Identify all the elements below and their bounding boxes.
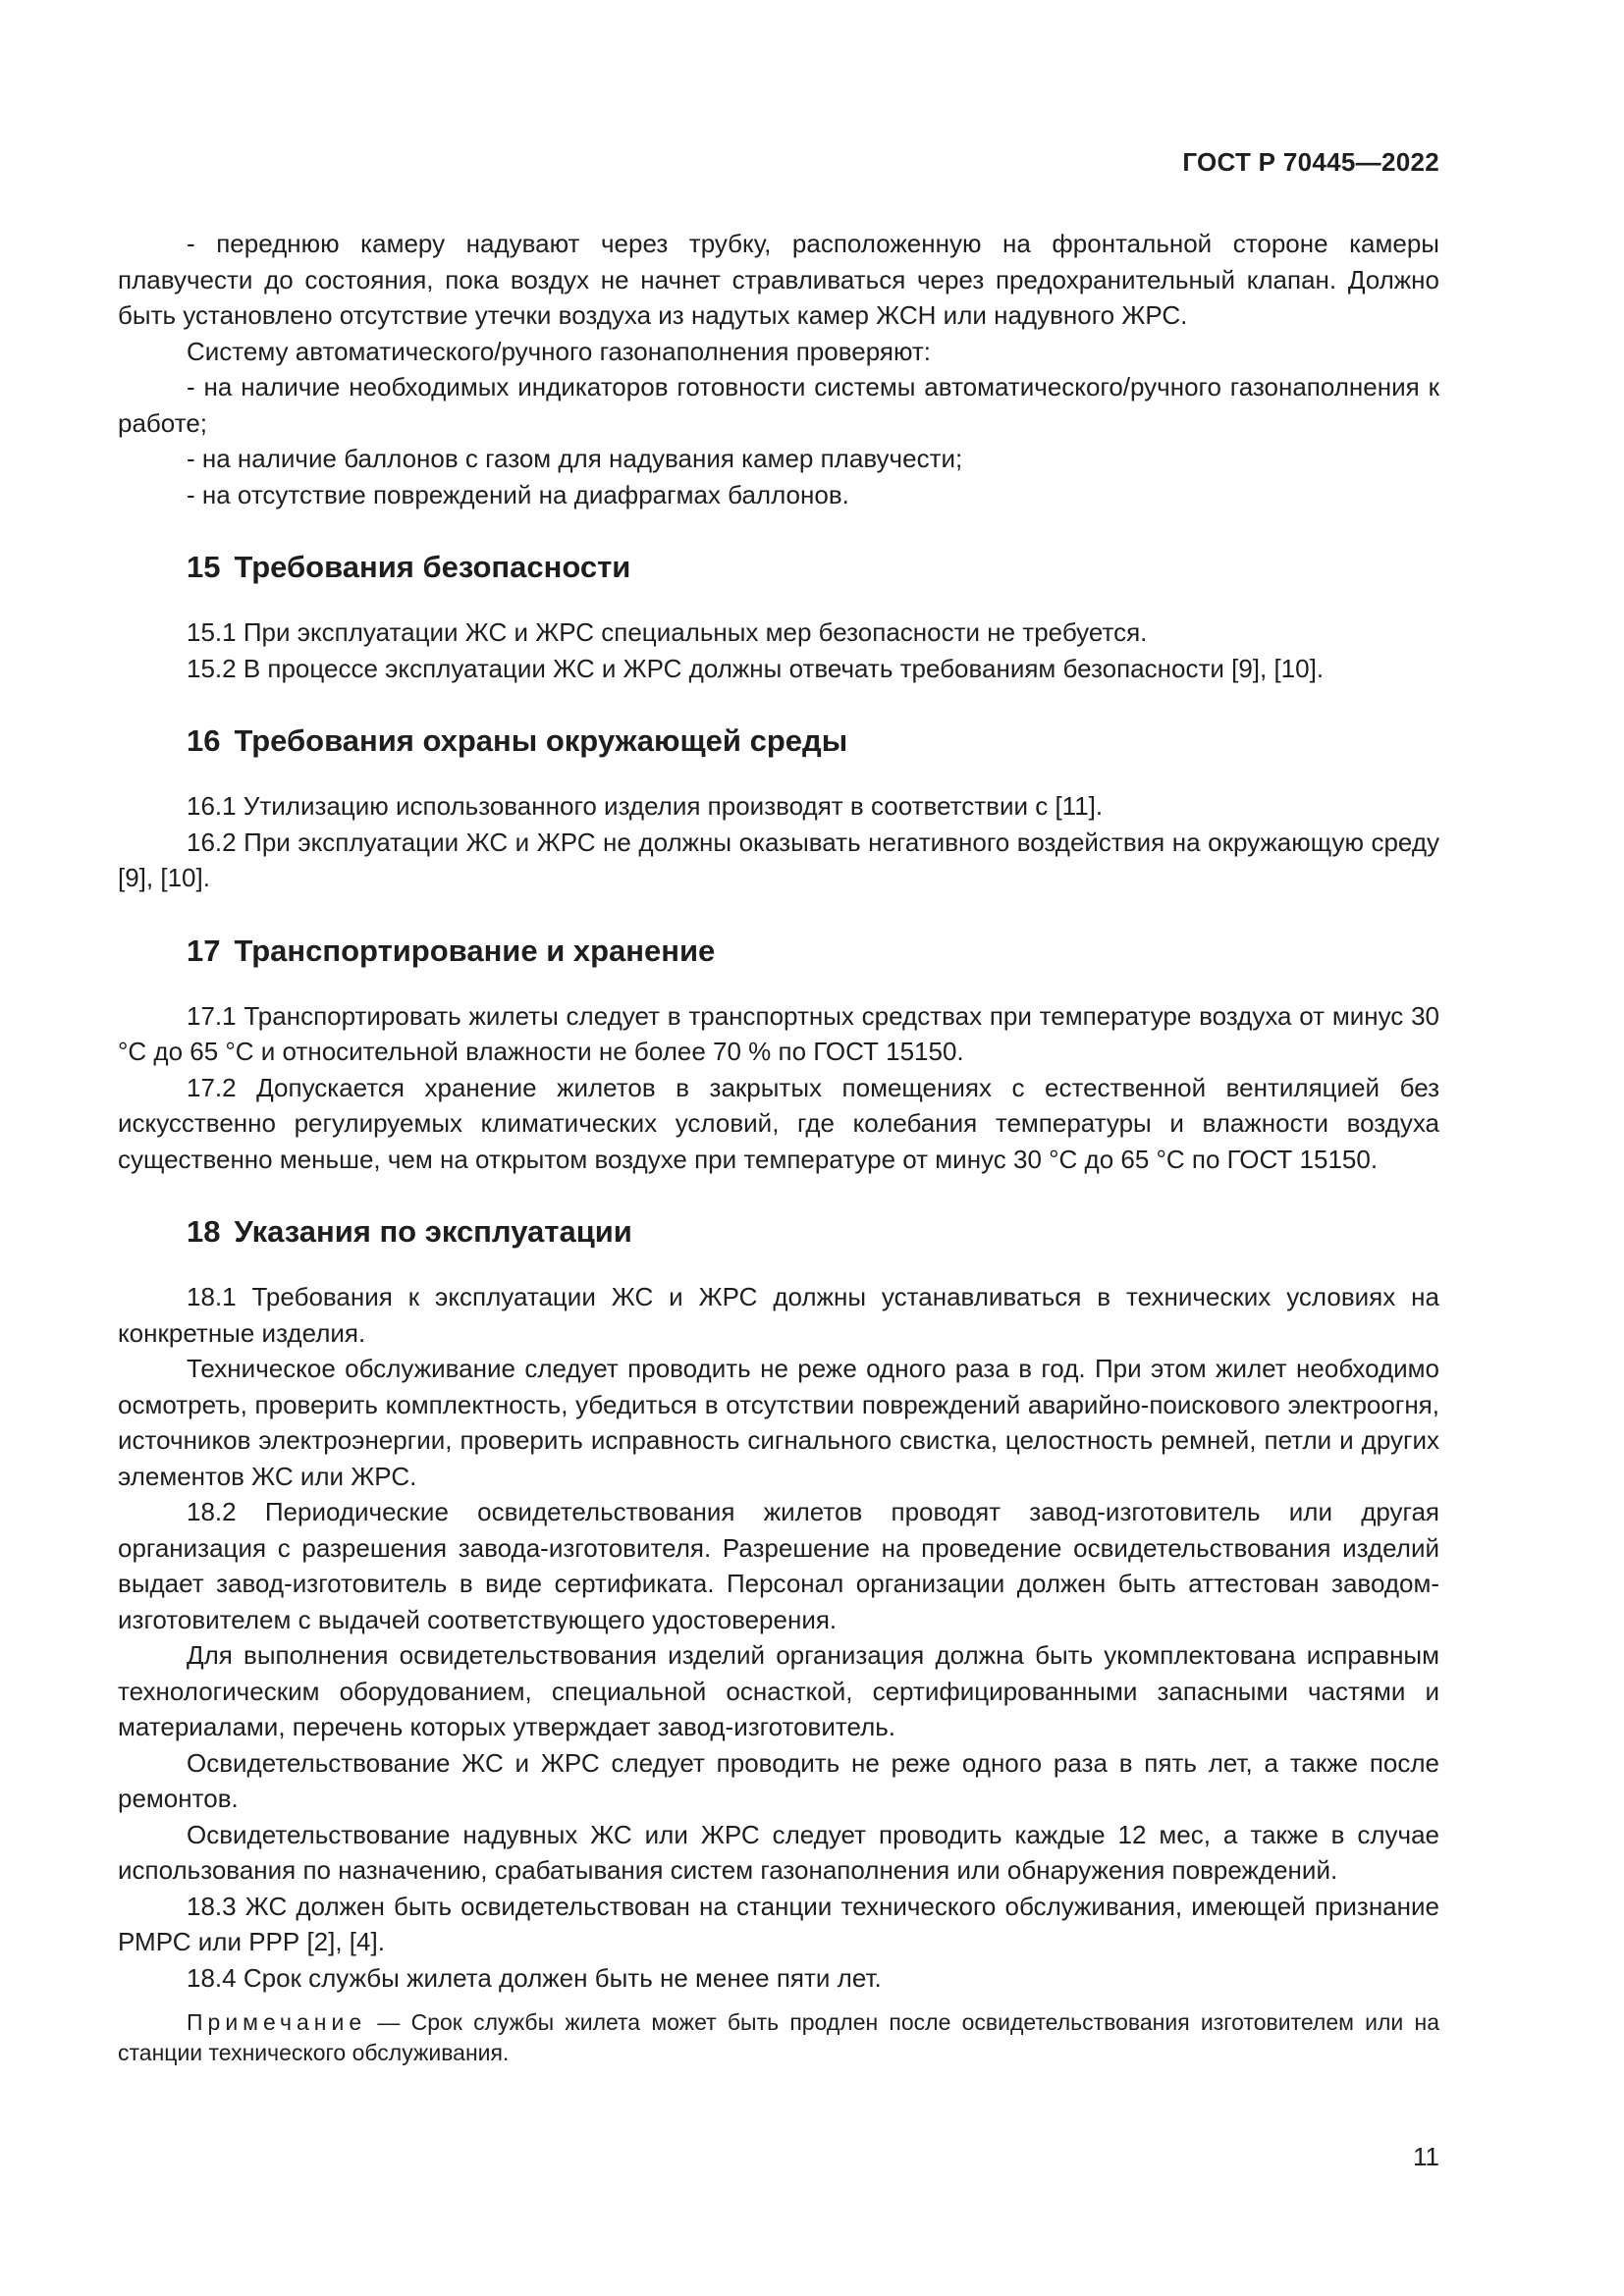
section-paragraph: 15.2 В процессе эксплуатации ЖС и ЖРС должны отвечать требованиям безопасности [9], [10]. bbox=[187, 653, 1325, 683]
note bbox=[118, 2007, 1439, 2068]
intro-paragraph: Систему автоматического/ручного газонаполнения проверяют: bbox=[187, 336, 932, 366]
section-heading-16 bbox=[118, 721, 1439, 761]
section-paragraph: Для выполнения освидетельствования изделий организация должна быть укомплектована исправным технологическим оборудованием, специальной оснасткой, сертифицированными запасными частями и материалами, перечень которых утверждает завод-изготовитель. bbox=[118, 1640, 1439, 1741]
section-heading-17 bbox=[118, 932, 1439, 971]
note-label: Примечание bbox=[187, 2009, 367, 2035]
section-paragraph: 16.1 Утилизацию использованного изделия производят в соответствии с [11]. bbox=[187, 791, 1104, 821]
page-number: 11 bbox=[1413, 2142, 1439, 2171]
section-paragraph: 18.3 ЖС должен быть освидетельствован на станции технического обслуживания, имеющей признание РМРС или РРР [2], [4]. bbox=[118, 1891, 1439, 1956]
section-heading-18 bbox=[118, 1212, 1439, 1252]
section-paragraph: 16.2 При эксплуатации ЖС и ЖРС не должны оказывать негативного воздействия на окружающую среду [9], [10]. bbox=[118, 827, 1439, 892]
section-title: Указания по эксплуатации bbox=[234, 1214, 632, 1249]
section-title: Требования охраны окружающей среды bbox=[234, 723, 848, 758]
intro-paragraph: - на наличие баллонов с газом для надувания камер плавучести; bbox=[187, 444, 963, 473]
section-number: 18 bbox=[187, 1214, 221, 1249]
section-number: 15 bbox=[187, 550, 221, 584]
intro-paragraph: - на наличие необходимых индикаторов готовности системы автоматического/ручного газонаполнения к работе; bbox=[118, 372, 1439, 438]
section-paragraph: 17.1 Транспортировать жилеты следует в транспортных средствах при температуре воздуха от минус 30 °С до 65 °С и относительной влажности не более 70 % по ГОСТ 15150. bbox=[118, 1000, 1439, 1066]
page-content bbox=[118, 226, 1439, 2068]
intro-paragraph: - на отсутствие повреждений на диафрагмах баллонов. bbox=[187, 479, 849, 509]
note-text: — Срок службы жилета может быть продлен после освидетельствования изготовителем или на станции технического обслуживания. bbox=[118, 2009, 1439, 2065]
section-paragraph: Освидетельствование надувных ЖС или ЖРС следует проводить каждые 12 мес, а также в случае использования по назначению, срабатывания систем газонаполнения или обнаружения повреждений. bbox=[118, 1819, 1439, 1885]
section-paragraph: Освидетельствование ЖС и ЖРС следует проводить не реже одного раза в пять лет, а также после ремонтов. bbox=[118, 1747, 1439, 1813]
section-paragraph: 18.2 Периодические освидетельствования жилетов проводят завод-изготовитель или другая организация с разрешения завода-изготовителя. Разрешение на проведение освидетельствования изделий выдает завод-изготовитель в виде сертификата. Персонал организации должен быть аттестован заводом-изготовителем с выдачей соответствующего удостоверения. bbox=[118, 1497, 1439, 1634]
intro-paragraph: - переднюю камеру надувают через трубку, расположенную на фронтальной стороне камеры плавучести до состояния, пока воздух не начнет стравливаться через предохранительный клапан. Должно быть установлено отсутствие утечки воздуха из надутых камер ЖСН или надувного ЖРС. bbox=[118, 229, 1439, 330]
section-paragraph: 18.1 Требования к эксплуатации ЖС и ЖРС должны устанавливаться в технических условиях на конкретные изделия. bbox=[118, 1282, 1439, 1348]
section-title: Транспортирование и хранение bbox=[234, 933, 716, 968]
section-title: Требования безопасности bbox=[234, 550, 631, 584]
section-number: 16 bbox=[187, 723, 221, 758]
section-paragraph: 18.4 Срок службы жилета должен быть не менее пяти лет. bbox=[187, 1962, 882, 1993]
section-paragraph: Техническое обслуживание следует проводить не реже одного раза в год. При этом жилет необходимо осмотреть, проверить комплектность, убедиться в отсутствии повреждений аварийно-поискового электроогня, источников электроэнергии, проверить исправность сигнального свистка, целостность ремней, петли и других элементов ЖС или ЖРС. bbox=[118, 1354, 1439, 1491]
section-paragraph: 17.2 Допускается хранение жилетов в закрытых помещениях с естественной вентиляцией без искусственно регулируемых климатических условий, где колебания температуры и влажности воздуха существенно меньше, чем на открытом воздухе при температуре от минус 30 °С до 65 °С по ГОСТ 15150. bbox=[118, 1072, 1439, 1174]
document-code-header: ГОСТ Р 70445—2022 bbox=[1182, 147, 1439, 177]
section-number: 17 bbox=[187, 933, 221, 968]
section-heading-15 bbox=[118, 548, 1439, 587]
section-paragraph: 15.1 При эксплуатации ЖС и ЖРС специальных мер безопасности не требуется. bbox=[187, 617, 1148, 647]
